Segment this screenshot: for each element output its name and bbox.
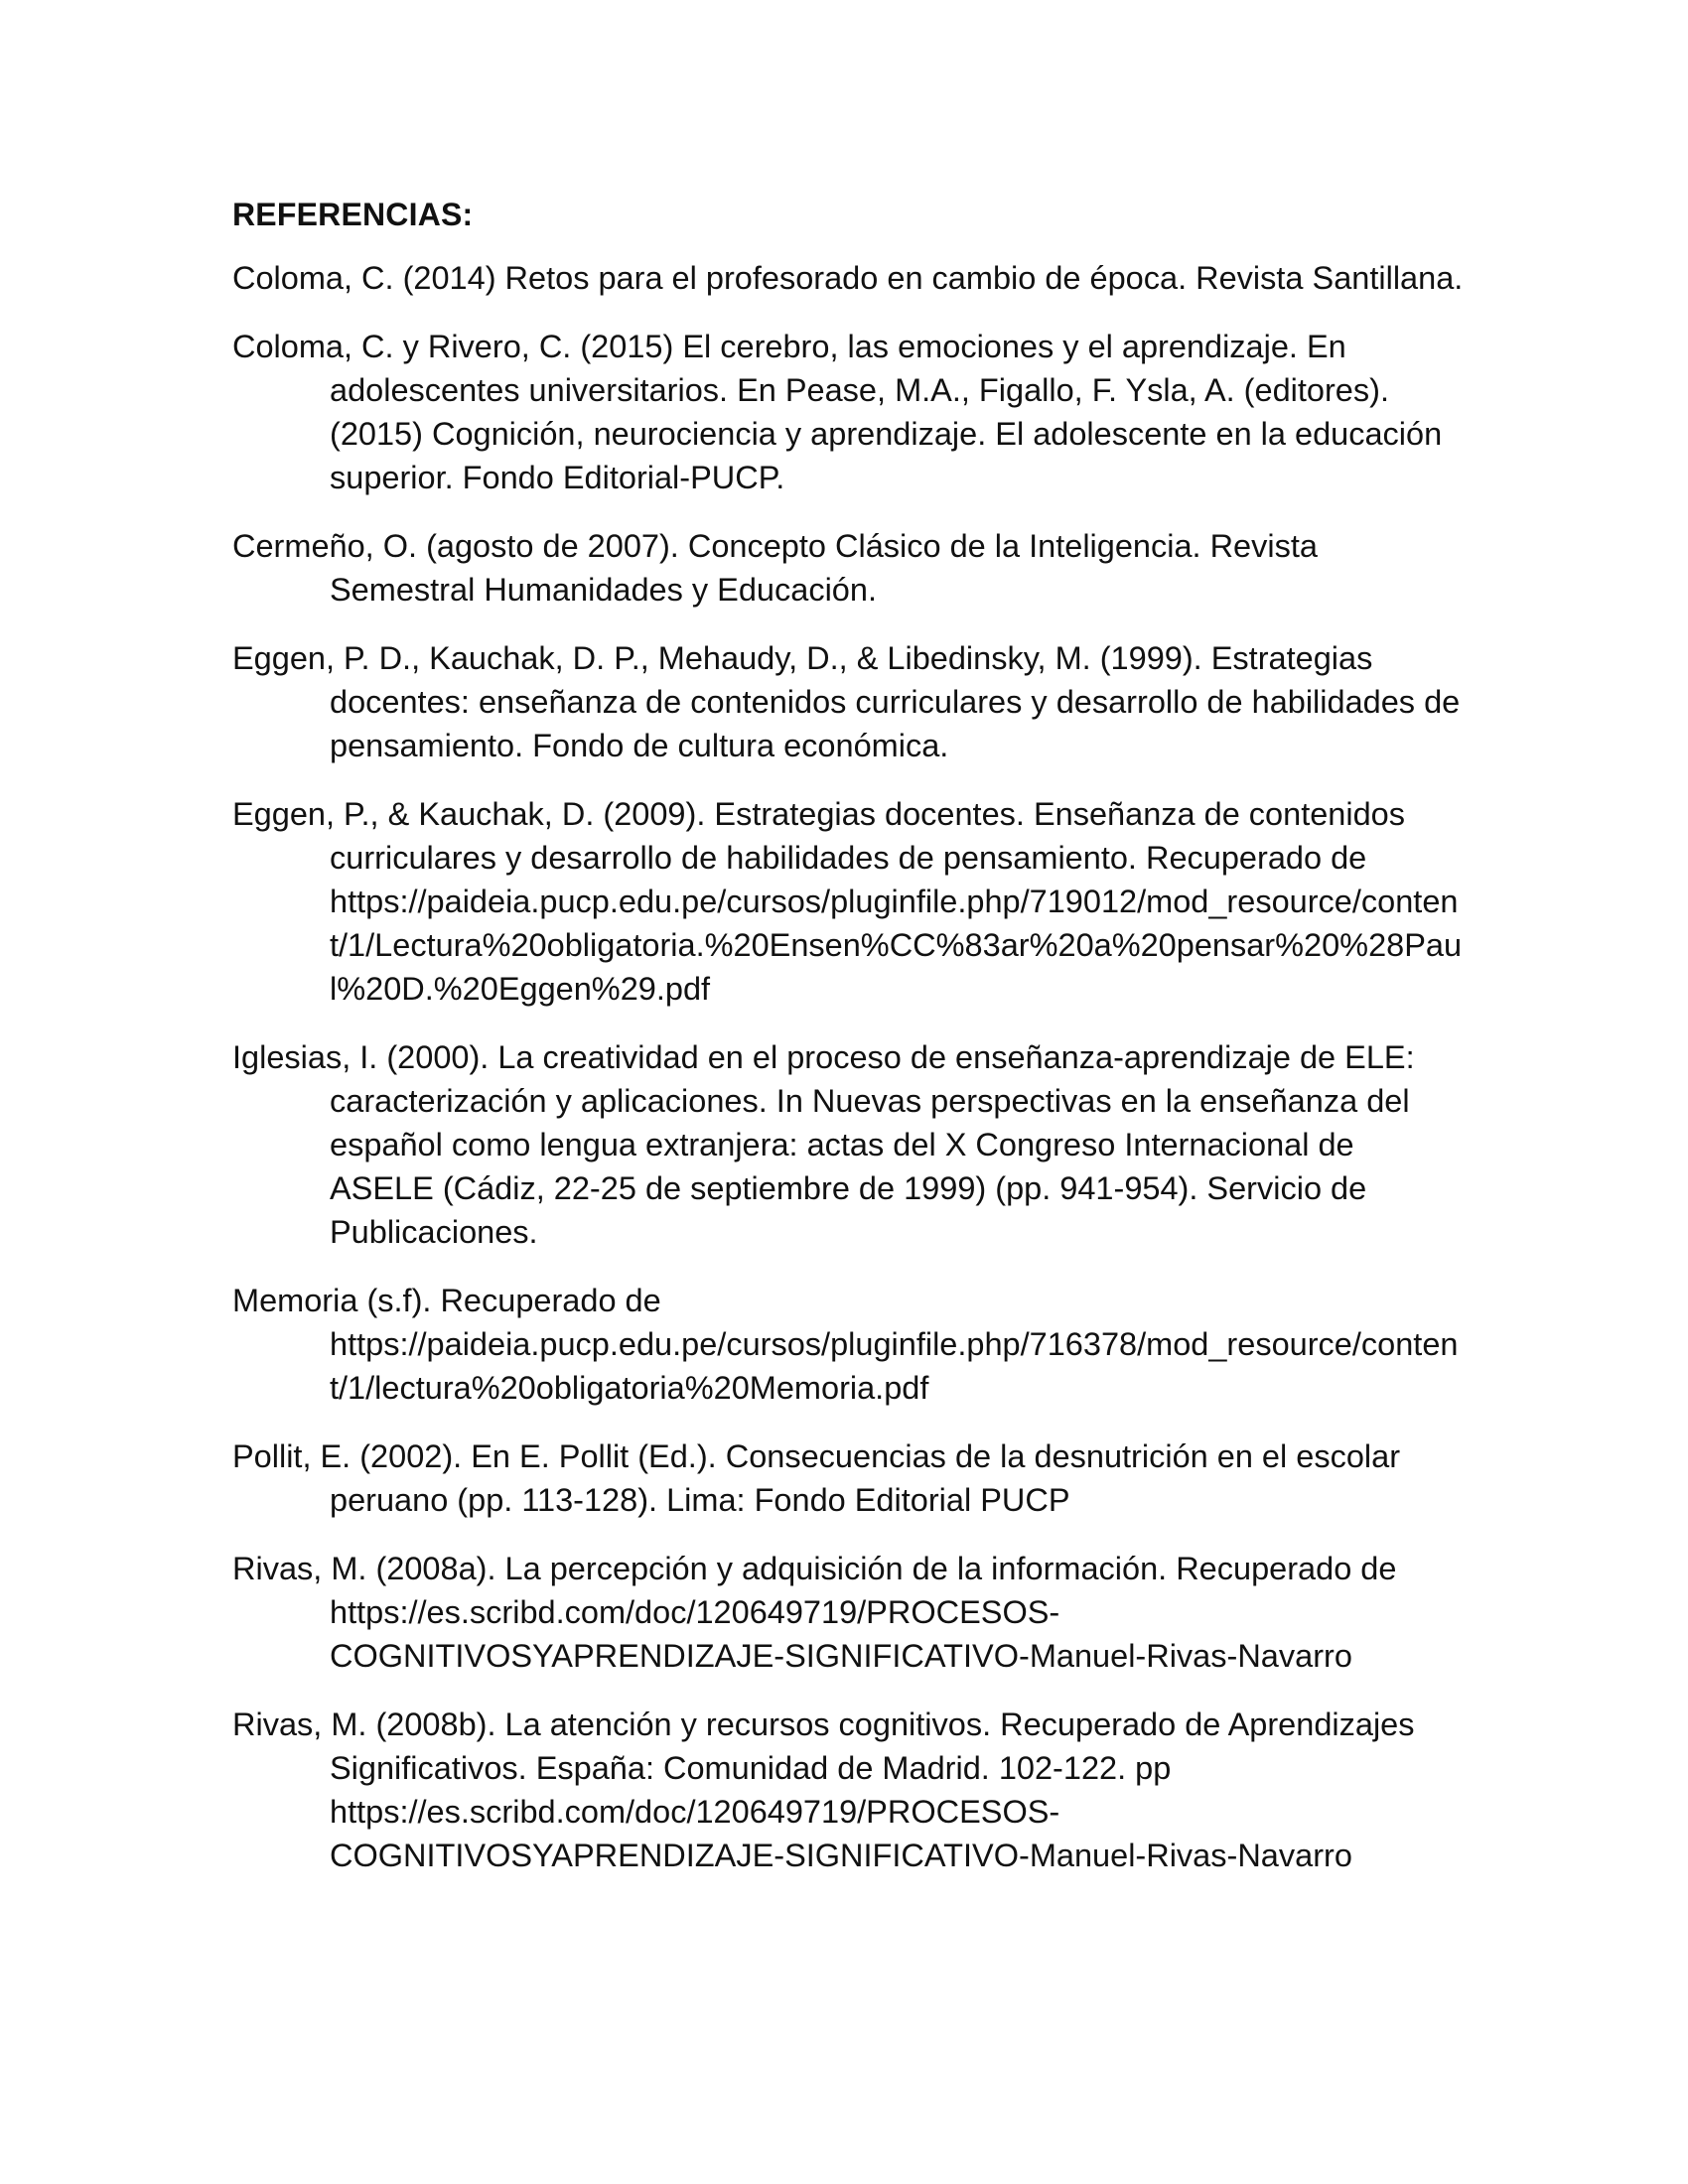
reference-entry: Rivas, M. (2008b). La atención y recursos cognitivos. Recuperado de Aprendizajes Significativos. España: Comunidad de Madrid. 102-122. pp https://es.scribd.com/doc/120649719/PROCESOS-COGNITIVOSYAPRENDIZAJE-SIGNIFICATIVO-Manuel-Rivas-Navarro bbox=[232, 1706, 1415, 1873]
document-page bbox=[232, 195, 1464, 1902]
reference-entry: Eggen, P. D., Kauchak, D. P., Mehaudy, D., & Libedinsky, M. (1999). Estrategias docentes: enseñanza de contenidos curriculares y desarrollo de habilidades de pensamiento. Fondo de cultura económica. bbox=[232, 640, 1461, 763]
reference-entry: Coloma, C. (2014) Retos para el profesorado en cambio de época. Revista Santillana. bbox=[232, 260, 1464, 296]
reference-entry: Cermeño, O. (agosto de 2007). Concepto Clásico de la Inteligencia. Revista Semestral Humanidades y Educación. bbox=[232, 528, 1318, 608]
reference-entry: Memoria (s.f). Recuperado de https://paideia.pucp.edu.pe/cursos/pluginfile.php/716378/mod_resource/content/1/lectura%20obligatoria%20Memoria.pdf bbox=[232, 1283, 1459, 1406]
references-list bbox=[232, 256, 1464, 1877]
reference-entry: Coloma, C. y Rivero, C. (2015) El cerebro, las emociones y el aprendizaje. En adolescentes universitarios. En Pease, M.A., Figallo, F. Ysla, A. (editores). (2015) Cognición, neurociencia y aprendizaje. El adolescente en la educación superior. Fondo Editorial-PUCP. bbox=[232, 329, 1443, 495]
reference-entry: Pollit, E. (2002). En E. Pollit (Ed.). Consecuencias de la desnutrición en el escolar peruano (pp. 113-128). Lima: Fondo Editorial PUCP bbox=[232, 1438, 1401, 1518]
reference-entry: Rivas, M. (2008a). La percepción y adquisición de la información. Recuperado de https://es.scribd.com/doc/120649719/PROCESOS-COGNITIVOSYAPRENDIZAJE-SIGNIFICATIVO-Manuel-Rivas-Navarro bbox=[232, 1551, 1397, 1674]
reference-entry: Iglesias, I. (2000). La creatividad en el proceso de enseñanza-aprendizaje de ELE: caracterización y aplicaciones. In Nuevas perspectivas en la enseñanza del español como lengua extranjera: actas del X Congreso Internacional de ASELE (Cádiz, 22-25 de septiembre de 1999) (pp. 941-954). Servicio de Publicaciones. bbox=[232, 1039, 1415, 1250]
references-heading: REFERENCIAS: bbox=[232, 197, 474, 232]
reference-entry: Eggen, P., & Kauchak, D. (2009). Estrategias docentes. Enseñanza de contenidos curriculares y desarrollo de habilidades de pensamiento. Recuperado de https://paideia.pucp.edu.pe/cursos/pluginfile.php/719012/mod_resource/content/1/Lectura%20obligatoria.%20Ensen%CC%83ar%20a%20pensar%20%28Paul%20D.%20Eggen%29.pdf bbox=[232, 796, 1463, 1007]
